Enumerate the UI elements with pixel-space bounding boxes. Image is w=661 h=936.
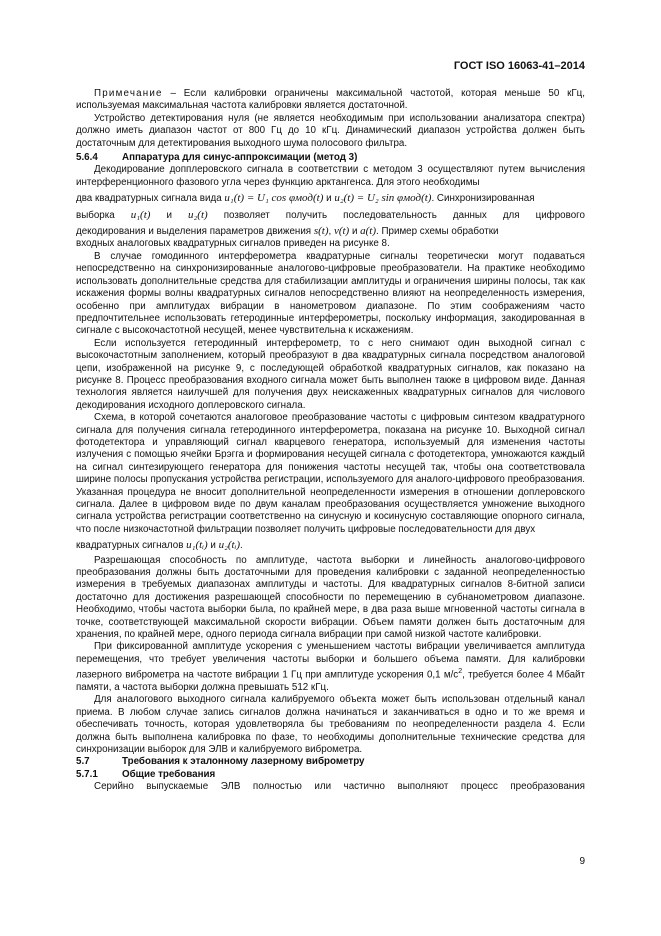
section-number: 5.7 [76,756,90,768]
text-run: и [326,193,332,205]
paragraph: Устройство детектирования нуля (не является необходимым при использовании анализатора спектра) должно иметь диапазон частот от 800 Гц до 10 кГц. Динамический диапазон устройства должен быть достаточным для детектирования выходного шума полосового фильтра. [76,112,585,149]
formula-u2t: u₂(t) [187,208,208,221]
section-title: Требования к эталонному лазерному виброметру [122,756,365,768]
text-run: При фиксированной амплитуде ускорения с уменьшением частоты вибрации увеличивается амплитуда перемещения, что требует увеличения частоты выборки и большего объема памяти. Для калибровки лазерного виброметра на частоте вибрации 1 Гц при амплитуде ускорения 0,1 м/с [76,641,585,681]
text-run: . [240,540,243,552]
text-run: . Пример схемы обработки [376,226,499,238]
formula-v: v(t) [333,225,350,238]
page-number: 9 [579,856,585,867]
text-run: и [210,540,216,552]
paragraph: В случае гомодинного интерферометра квадратурные сигналы теоретически могут подаваться непосредственно на синхронизированные аналогово-цифровые преобразователи. На практике необходимо использовать дополнительные средства для стабилизации амплитуды и ограничения ширины полосы, так как искажения формы волны квадратурных сигналов непосредственно влияют на неопределенность измерения, особенно при амплитудах вибрации в нанометровом диапазоне. По этим соображениям часто предпочтительнее использовать гетеродинные интерферометры, поскольку информация, закодированная в сигнале с высокочастотной несущей, менее чувствительна к искажениям. [76,250,585,337]
formula-a: a(t) [360,225,377,238]
page-body [76,88,585,794]
note-text: – Если калибровки ограничены максимальной частотой, которая меньше 50 кГц, используемая максимальная частота калибровки является достаточной. [76,88,585,112]
text-run: два квадратурных сигнала вида [76,193,222,205]
formula-u1ti: u₁(tᵢ) [186,539,208,552]
paragraph: входных аналоговых квадратурных сигналов приведен на рисунке 8. [76,238,390,250]
formula-line [76,209,585,222]
text-run: . Синхронизированная [431,193,535,205]
text-run: позволяет получить последовательность данных для цифрового [223,209,585,221]
paragraph [76,641,585,694]
formula-u1t: u₁(t) [130,208,151,221]
paragraph: Серийно выпускаемые ЭЛВ полностью или частично выполняют процесс преобразования [94,781,585,793]
paragraph: Схема, в которой сочетаются аналоговое преобразование частоты с цифровым синтезом квадратурного сигнала для получения сигнала гетеродинного интерферометра, показана на рисунке 10. Выходной сигнал фотодетектора и управляющий сигнал кварцевого генератора, используемый для изменения частоты излучения с помощью ячейки Брэгга и формирования несущей сигнала с фотодетектора, умножаются каждый на сигнал синтезирующего генератора для понижения частоты несущей так, чтобы она соответствовала ширине полосы пропускания устройства регистрации, используемого для аналого-цифрового преобразования. Указанная процедура не вносит дополнительной неопределенности измерения в отношении доплеровского сигнала. Далее в цифровом виде по двум каналам преобразования осуществляется умножение выходного сигнала устройства регистрации соответственно на синусную и косинусную составляющие опорного сигнала, что после низкочастотной фильтрации позволяет получить цифровые последовательности для двух [76,412,585,535]
section-heading-5-7-1 [76,769,585,781]
paragraph: Если используется гетеродинный интерферометр, то с него снимают один выходной сигнал с высокочастотным заполнением, который преобразуют в два квадратурных сигнала посредством аналоговой цепи, изображенной на рисунке 9, с последующей обработкой квадратурных сигналов, как показано на рисунке 8. Процесс преобразования входного сигнала может быть выполнен также в цифровом виде. Данная технология является наилучшей для получения двух неискаженных квадратурных сигналов для числового декодирования исходного доплеровского сигнала. [76,337,585,411]
section-number: 5.6.4 [76,152,98,164]
section-heading-5-6-4 [76,152,585,164]
formula-s: s(t) [313,225,329,238]
note-paragraph [76,88,585,113]
section-number: 5.7.1 [76,768,98,780]
note-label: Примечание [94,88,163,99]
text-run: декодирования и выделения параметров движения [76,226,312,238]
text-run: , требуется более 4 Мбайт памяти, а частота выборки должна превышать 512 кГц. [76,669,585,693]
text-run: квадратурных сигналов [76,540,184,552]
paragraph: Разрешающая способность по амплитуде, частота выборки и линейность аналогово-цифрового преобразования должны быть достаточными для проведения калибровки с заданной неопределенностью измерения в требуемых диапазонах амплитуды и частоты. Для квадратурных сигналов 8-битной записи достаточно для достижения разрешающей способности по перемещению в субнанометровом диапазоне. Необходимо, чтобы частота выборки была, по крайней мере, в два раза выше мгновенной частоты сигнала в точке, соответствующей максимальной скорости вибрации. Объем памяти должен быть достаточным для хранения, по крайней мере, одного периода сигнала вибрации при самой низкой частоте калибровки. [76,554,585,641]
paragraph: Декодирование допплеровского сигнала в соответствии с методом 3 осуществляют путем вычисления интерференционного фазового угла через функцию арктангенса. Для этого необходимы [76,164,585,188]
section-title: Общие требования [122,768,216,780]
formula-u1: u₁(t) = U₁ cos φмод(t) [224,192,324,205]
formula-line [76,192,585,205]
superscript: 2 [458,668,463,676]
section-heading-5-7 [76,756,585,768]
text-run: и [166,209,172,221]
section-title: Аппаратура для синус-аппроксимации (метод 3) [122,152,358,164]
formula-u2: u₂(t) = U₂ sin φмод(t) [334,192,432,205]
formula-u2ti: u₂(tᵢ) [218,539,241,552]
standard-header: ГОСТ ISO 16063-41–2014 [453,60,585,72]
text-run: выборка [76,209,115,221]
paragraph: Для аналогового выходного сигнала калибруемого объекта может быть использован отдельный канал приема. В любом случае запись сигналов должна начинаться и заканчиваться в одно и то же время и обеспечивать точность, которая удовлетворяла бы требованиям по неопределенности раздела 4. Если должна быть выполнена калибровка по фазе, то необходимы дополнительные технические средства для синхронизации выборок для ЭЛВ и калибруемого виброметра. [76,694,585,755]
formula-line [76,539,585,552]
formula-line: декодирования и выделения параметров движения s(t), v(t) и a(t). Пример схемы обработки [76,225,499,238]
